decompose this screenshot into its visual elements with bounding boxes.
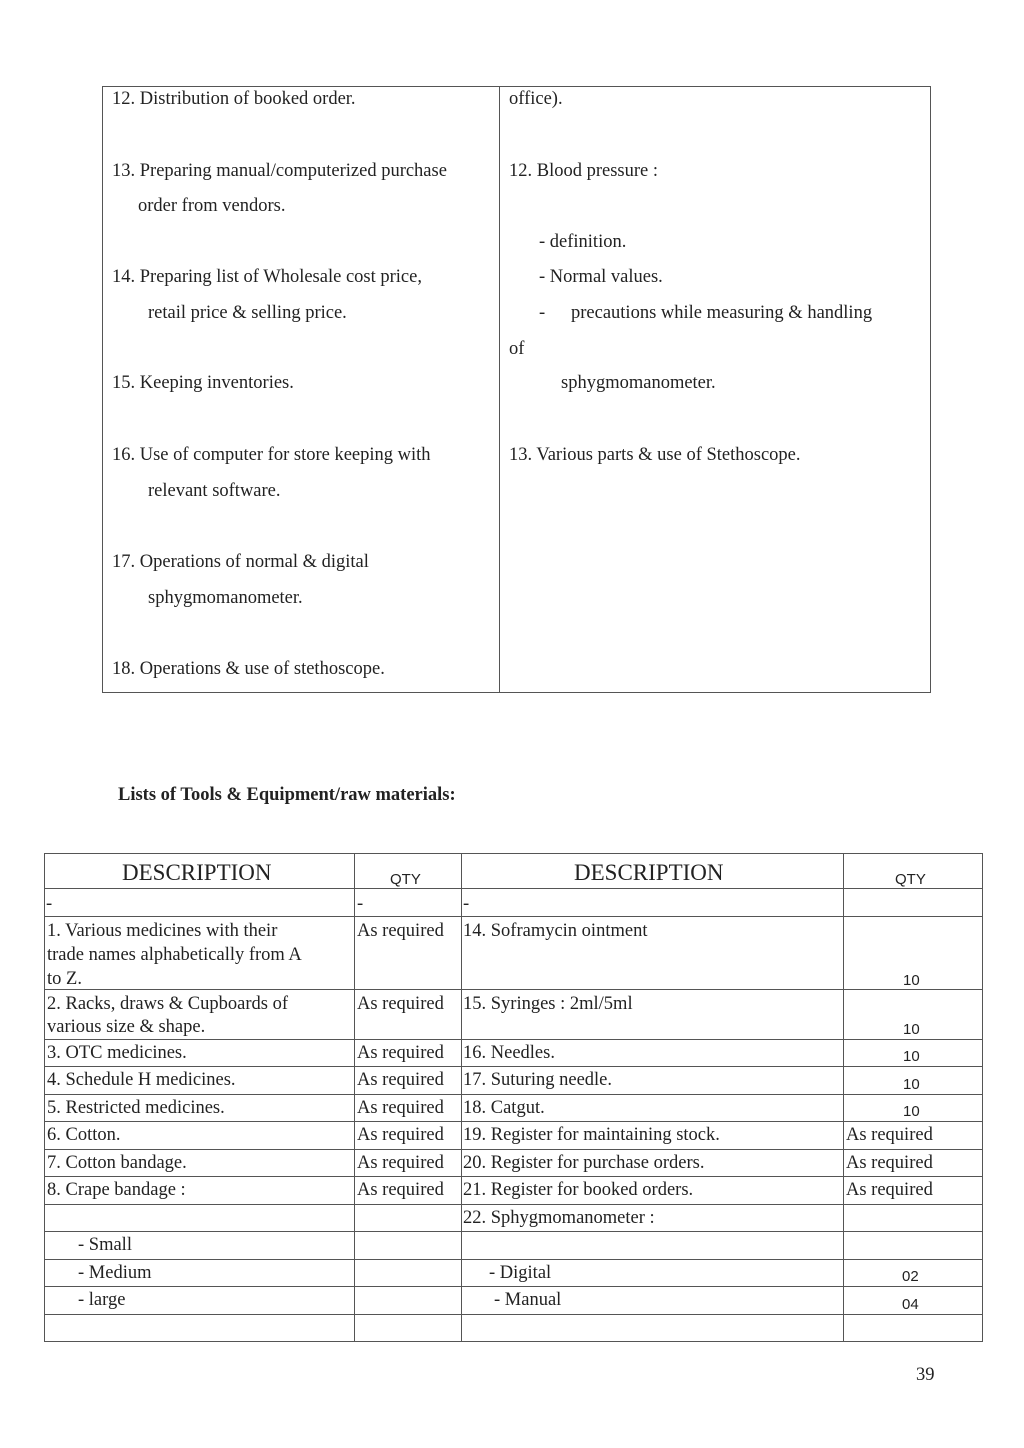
upper-left-line: 16. Use of computer for store keeping with — [112, 445, 431, 465]
item-qty: 02 — [902, 1268, 919, 1285]
item-description: trade names alphabetically from A — [47, 945, 302, 965]
item-description: 21. Register for booked orders. — [463, 1180, 694, 1200]
upper-right-line: - definition. — [539, 232, 627, 252]
section-title: Lists of Tools & Equipment/raw materials: — [118, 785, 456, 805]
tools-row-line — [44, 1259, 983, 1260]
tools-col-line — [354, 853, 355, 1342]
header-description: DESCRIPTION — [122, 860, 272, 885]
item-description: 5. Restricted medicines. — [47, 1098, 225, 1118]
item-qty: As required — [846, 1125, 933, 1145]
tools-row-line — [44, 989, 983, 990]
upper-left-line: relevant software. — [148, 481, 281, 501]
upper-right-line: 12. Blood pressure : — [509, 161, 659, 181]
item-description: 16. Needles. — [463, 1043, 555, 1063]
item-qty: As required — [846, 1180, 933, 1200]
item-qty: 10 — [903, 1021, 920, 1038]
page-number: 39 — [916, 1365, 935, 1385]
item-description: various size & shape. — [47, 1017, 206, 1037]
upper-left-line: 13. Preparing manual/computerized purchase — [112, 161, 447, 181]
item-qty: As required — [357, 1098, 444, 1118]
item-description: 18. Catgut. — [463, 1098, 545, 1118]
item-qty: 04 — [902, 1296, 919, 1313]
item-description: 3. OTC medicines. — [47, 1043, 187, 1063]
tools-row-line — [44, 1149, 983, 1150]
item-qty: 10 — [903, 1076, 920, 1093]
tools-col-line — [843, 853, 844, 1342]
item-qty: As required — [357, 1153, 444, 1173]
item-description: 7. Cotton bandage. — [47, 1153, 187, 1173]
header-qty: QTY — [895, 871, 926, 888]
item-qty: As required — [846, 1153, 933, 1173]
dash-cell: - — [463, 894, 470, 914]
tools-row-line — [44, 1231, 983, 1232]
item-description: 22. Sphygmomanometer : — [463, 1208, 655, 1228]
dash-cell: - — [357, 894, 364, 914]
item-description: 14. Soframycin ointment — [463, 921, 648, 941]
item-description: - large — [78, 1290, 126, 1310]
item-qty: As required — [357, 921, 444, 941]
item-description: - Small — [78, 1235, 132, 1255]
item-qty: 10 — [903, 1048, 920, 1065]
item-description: 17. Suturing needle. — [463, 1070, 613, 1090]
upper-right-line: of — [509, 339, 525, 359]
upper-left-line: order from vendors. — [138, 196, 286, 216]
item-qty: As required — [357, 1070, 444, 1090]
item-description: 20. Register for purchase orders. — [463, 1153, 705, 1173]
header-qty: QTY — [390, 871, 421, 888]
upper-right-line: - — [539, 303, 546, 323]
item-description: to Z. — [47, 969, 82, 989]
upper-left-line: 12. Distribution of booked order. — [112, 89, 356, 109]
tools-row-line — [44, 888, 983, 889]
item-description: 6. Cotton. — [47, 1125, 121, 1145]
item-qty: As required — [357, 1043, 444, 1063]
tools-row-line — [44, 1286, 983, 1287]
upper-left-line: 15. Keeping inventories. — [112, 373, 294, 393]
upper-right-line: sphygmomanometer. — [561, 373, 716, 393]
item-description: 2. Racks, draws & Cupboards of — [47, 994, 288, 1014]
tools-col-line — [461, 853, 462, 1342]
upper-right-line: precautions while measuring & handling — [571, 303, 873, 323]
item-description: 15. Syringes : 2ml/5ml — [463, 994, 633, 1014]
tools-row-line — [44, 1121, 983, 1122]
tools-row-line — [44, 1314, 983, 1315]
upper-left-line: 14. Preparing list of Wholesale cost price, — [112, 267, 422, 287]
item-description: - Digital — [489, 1263, 552, 1283]
dash-cell: - — [46, 894, 53, 914]
upper-left-line: 18. Operations & use of stethoscope. — [112, 659, 385, 679]
tools-row-line — [44, 1094, 983, 1095]
item-description: 8. Crape bandage : — [47, 1180, 186, 1200]
upper-right-line: - Normal values. — [539, 267, 663, 287]
upper-table-divider — [499, 86, 500, 693]
item-description: 1. Various medicines with their — [47, 921, 278, 941]
item-description: - Manual — [494, 1290, 562, 1310]
tools-row-line — [44, 1204, 983, 1205]
tools-row-line — [44, 916, 983, 917]
upper-right-line: 13. Various parts & use of Stethoscope. — [509, 445, 801, 465]
upper-left-line: 17. Operations of normal & digital — [112, 552, 369, 572]
item-description: 4. Schedule H medicines. — [47, 1070, 236, 1090]
tools-row-line — [44, 1066, 983, 1067]
item-qty: As required — [357, 994, 444, 1014]
item-qty: 10 — [903, 972, 920, 989]
upper-right-line: office). — [509, 89, 563, 109]
item-qty: 10 — [903, 1103, 920, 1120]
tools-row-line — [44, 1039, 983, 1040]
upper-left-line: retail price & selling price. — [148, 303, 347, 323]
item-description: 19. Register for maintaining stock. — [463, 1125, 720, 1145]
tools-row-line — [44, 1176, 983, 1177]
item-description: - Medium — [78, 1263, 152, 1283]
upper-left-line: sphygmomanometer. — [148, 588, 303, 608]
item-qty: As required — [357, 1180, 444, 1200]
item-qty: As required — [357, 1125, 444, 1145]
header-description: DESCRIPTION — [574, 860, 724, 885]
